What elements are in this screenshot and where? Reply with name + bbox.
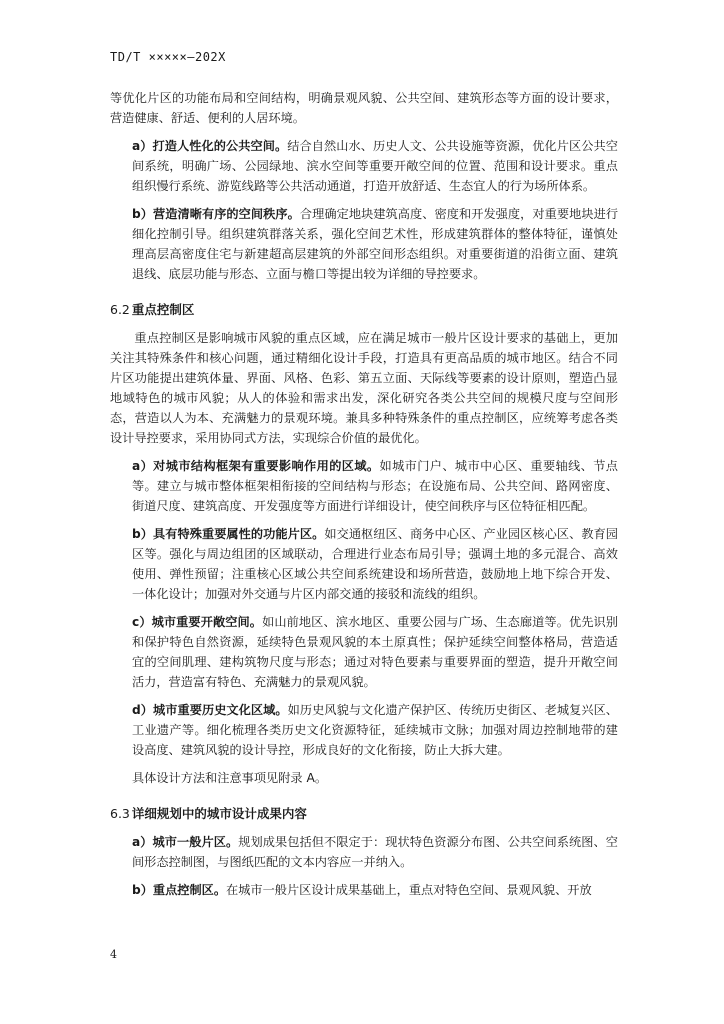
section-number: 6.3 [110,806,130,821]
section-heading-6-3 [110,804,618,822]
section-heading-6-2 [110,300,618,318]
list-item-lead: b）营造清晰有序的空间秩序。 [132,207,300,221]
list-item-lead: c）城市重要开敞空间。 [132,615,263,629]
intro-paragraph: 等优化片区的功能布局和空间结构，明确景观风貌、公共空间、建筑形态等方面的设计要求，营造健康、舒适、便利的人居环境。 [110,91,618,125]
list-item-text: 合理确定地块建筑高度、密度和开发强度，对重要地块进行细化控制引导。组织建筑群落关系，强化空间艺术性，形成建筑群体的整体特征，谨慎处理高层高密度住宅与新建超高层建筑的外部空间形态组织。对重要街道的沿街立面、建筑退线、底层功能与形态、立面与檐口等提出较为详细的导控要求。 [132,207,619,281]
list-item [110,768,618,788]
list-item-lead: b）具有特殊重要属性的功能片区。 [132,527,325,541]
document-code: TD/T ×××××—202X [110,50,226,64]
list-item-text: 如历史风貌与文化遗产保护区、传统历史街区、老城复兴区、工业遗产等。细化梳理各类历史文化资源特征，延续城市文脉；加强对周边控制地带的建设高度、建筑风貌的设计导控，形成良好的文化衔接，防止大拆大建。 [132,703,618,757]
list-item-lead: d）城市重要历史文化区域。 [132,703,288,717]
document-body [110,88,618,900]
list-item [110,456,618,516]
list-item-text: 结合自然山水、历史人文、公共设施等资源，优化片区公共空间系统，明确广场、公园绿地、滨水空间等重要开敞空间的位置、范围和设计要求。重点组织慢行系统、游览线路等公共活动通道，打造开放舒适、生态宜人的行为场所体系。 [132,139,618,193]
list-item-text: 如城市门户、城市中心区、重要轴线、节点等。建立与城市整体框架相衔接的空间结构与形态；在设施布局、公共空间、路网密度、街道尺度、建筑高度、开发强度等方面进行详细设计，使空间秩序与区位特征相匹配。 [132,459,618,513]
list-item [110,612,618,692]
list-item [110,204,618,284]
list-item [110,880,618,900]
list-item-text: 如交通枢纽区、商务中心区、产业园区核心区、教育园区等。强化与周边组团的区域联动，合理进行业态布局引导；强调土地的多元混合、高效使用、弹性预留；注重核心区域公共空间系统建设和场所营造，鼓励地上地下综合开发、一体化设计；加强对外交通与片区内部交通的接驳和流线的组织。 [132,527,618,601]
list-item-lead: b）重点控制区。 [132,883,227,897]
list-item-text: 如山前地区、滨水地区、重要公园与广场、生态廊道等。优先识别和保护特色自然资源，延续特色景观风貌的本土原真性；保护延续空间整体格局，营造适宜的空间肌理、建构筑物尺度与形态；通过对特色要素与重要界面的塑造，提升开敞空间活力，营造富有特色、充满魅力的景观风貌。 [132,615,618,689]
list-item-lead: a）对城市结构框架有重要影响作用的区域。 [132,459,380,473]
list-item [110,700,618,760]
section-title: 详细规划中的城市设计成果内容 [131,806,307,821]
section-number: 6.2 [110,302,130,317]
list-item [110,136,618,196]
appendix-note: 具体设计方法和注意事项见附录 A。 [132,771,328,785]
list-item-text: 在城市一般片区设计成果基础上，重点对特色空间、景观风貌、开放 [226,883,592,897]
list-item [110,832,618,872]
section-title: 重点控制区 [131,302,195,317]
list-item-text: 规划成果包括但不限定于：现状特色资源分布图、公共空间系统图、空间形态控制图，与图纸匹配的文本内容应一并纳入。 [132,835,618,869]
list-item-lead: a）打造人性化的公共空间。 [132,139,288,153]
list-item-lead: a）城市一般片区。 [132,835,239,849]
list-item [110,524,618,604]
page-number: 4 [110,948,117,961]
section-paragraph: 重点控制区是影响城市风貌的重点区域，应在满足城市一般片区设计要求的基础上，更加关注其特殊条件和核心问题，通过精细化设计手段，打造具有更高品质的城市地区。结合不同片区功能提出建筑体量、界面、风格、色彩、第五立面、天际线等要素的设计原则，塑造凸显地域特色的城市风貌；从人的体验和需求出发，深化研究各类公共空间的规模尺度与空间形态，营造以人为本、充满魅力的景观环境。兼具多种特殊条件的重点控制区，应统筹考虑各类设计导控要求，采用协同式方法，实现综合价值的最优化。 [110,331,618,445]
